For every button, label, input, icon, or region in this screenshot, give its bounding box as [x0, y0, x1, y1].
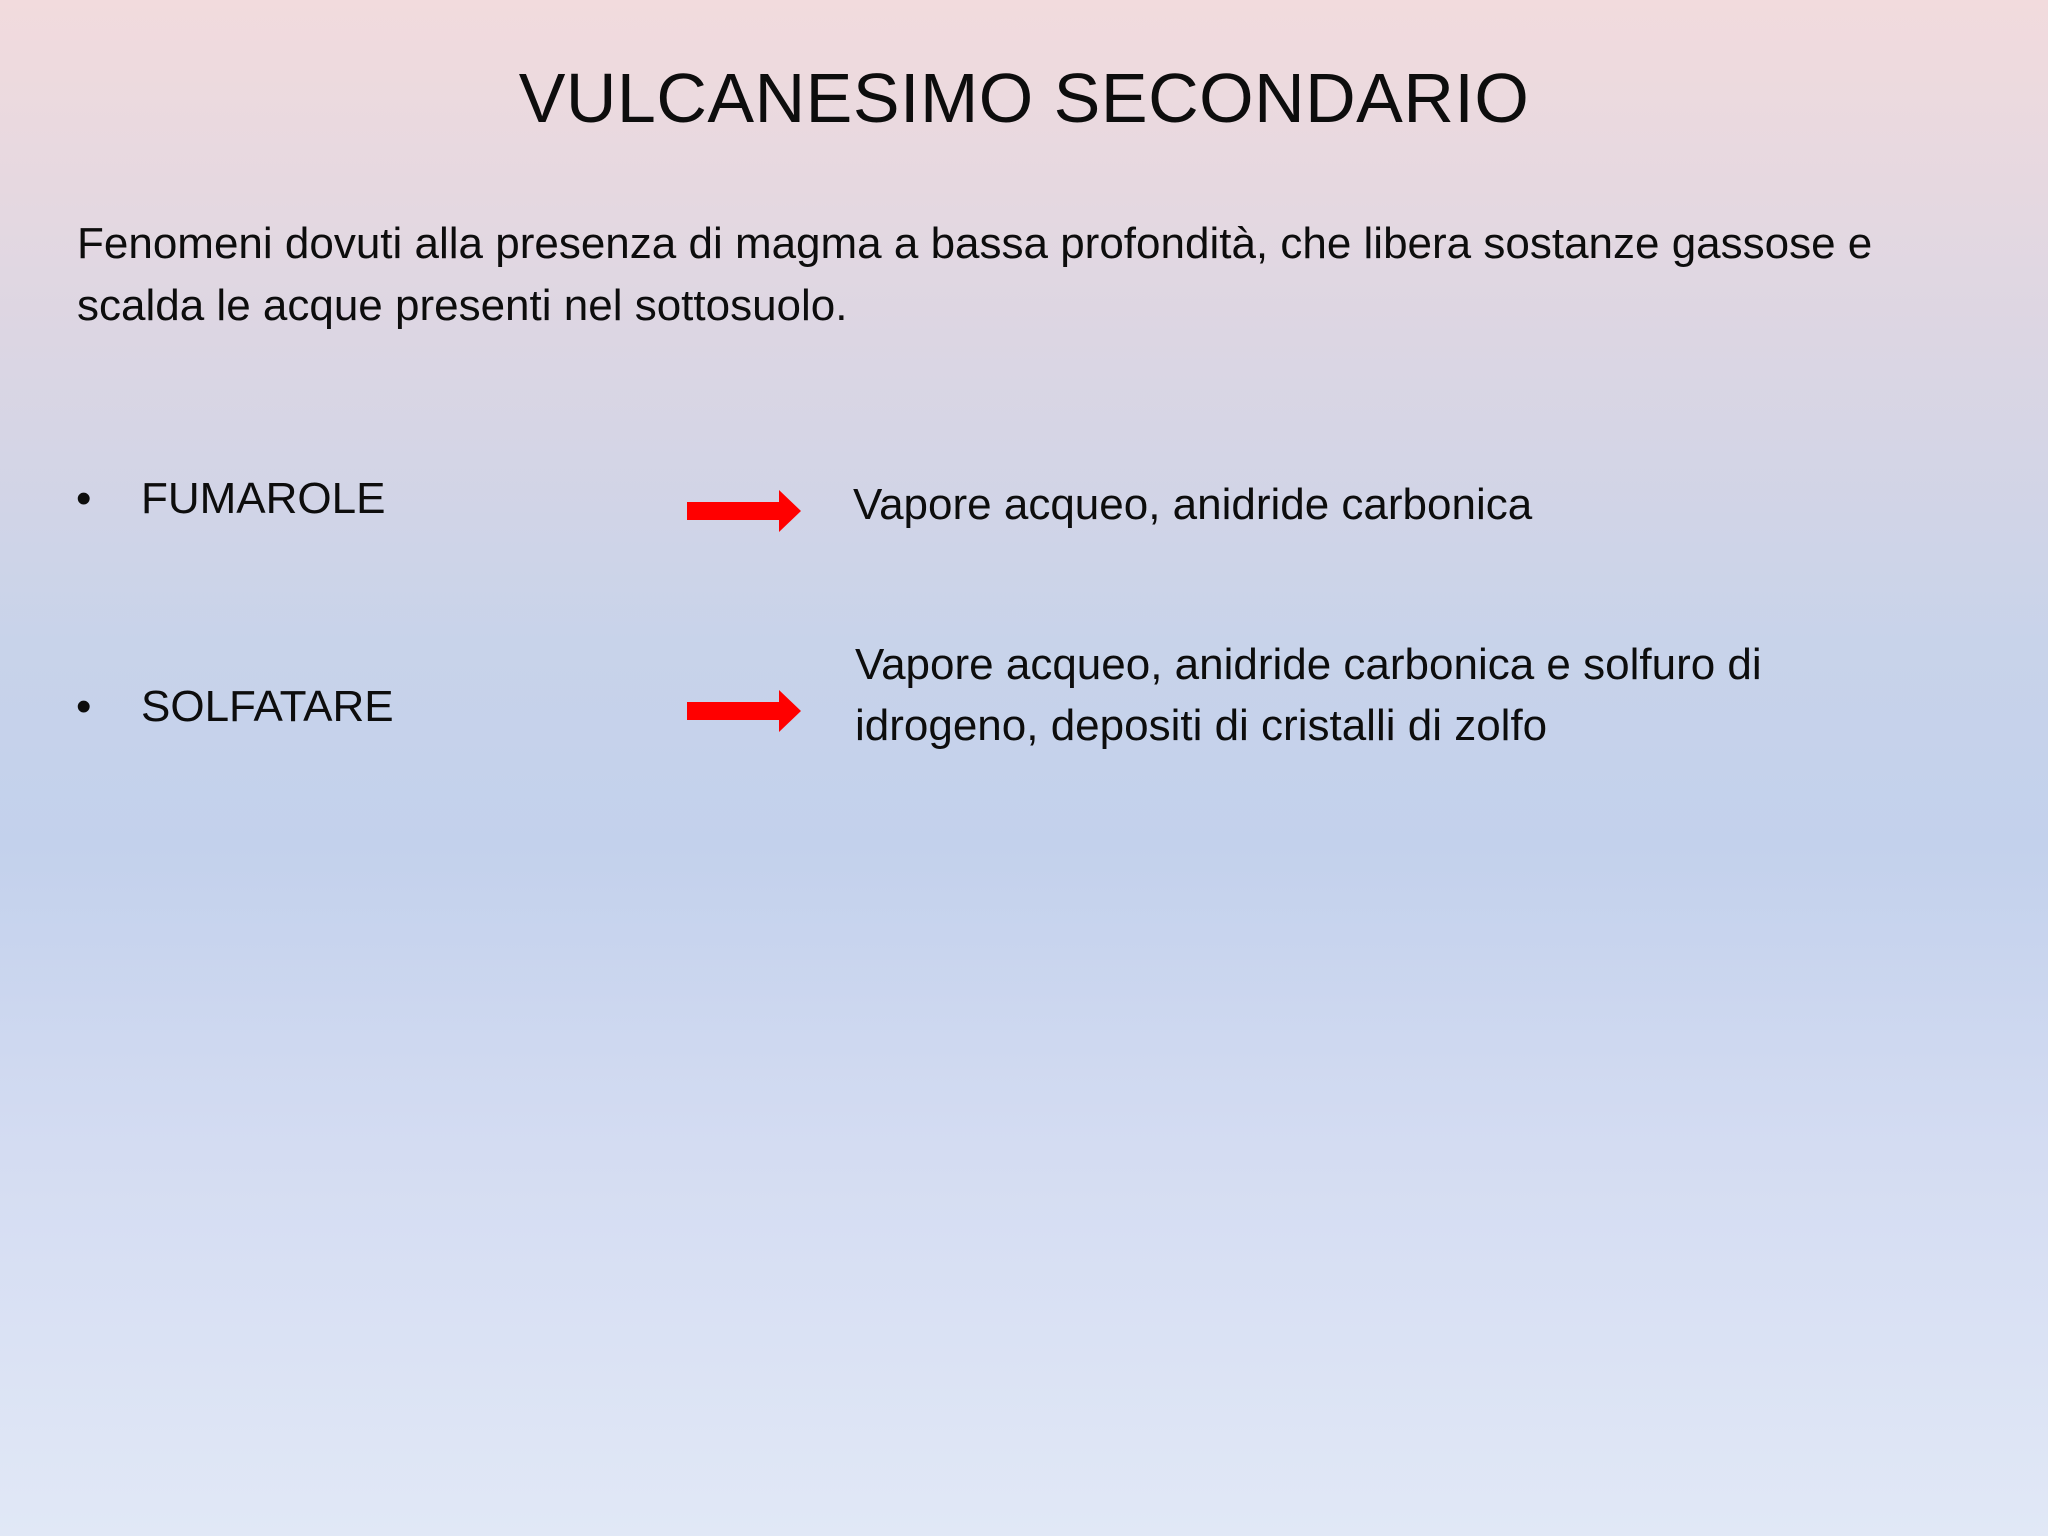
bullet-icon: •	[76, 474, 92, 523]
item-description-solfatare	[855, 634, 1762, 756]
right-arrow-icon	[687, 690, 801, 732]
item-label-fumarole: FUMAROLE	[141, 474, 386, 523]
slide-title: VULCANESIMO SECONDARIO	[518, 59, 1530, 137]
list-item-solfatare	[0, 640, 2048, 780]
intro-line-2: scalda le acque presenti nel sottosuolo.	[77, 281, 848, 330]
list-item-fumarole	[0, 474, 2048, 574]
description-line: Vapore acqueo, anidride carbonica e solfuro di	[855, 640, 1762, 689]
right-arrow-icon	[687, 490, 801, 532]
intro-paragraph	[77, 213, 1977, 337]
item-label-solfatare: SOLFATARE	[141, 682, 394, 731]
description-line: idrogeno, depositi di cristalli di zolfo	[855, 701, 1548, 750]
intro-line-1: Fenomeni dovuti alla presenza di magma a bassa profondità, che libera sostanze gassose e	[77, 219, 1873, 268]
description-line: Vapore acqueo, anidride carbonica	[853, 480, 1533, 529]
bullet-icon: •	[76, 682, 92, 731]
item-description-fumarole	[853, 474, 1532, 535]
